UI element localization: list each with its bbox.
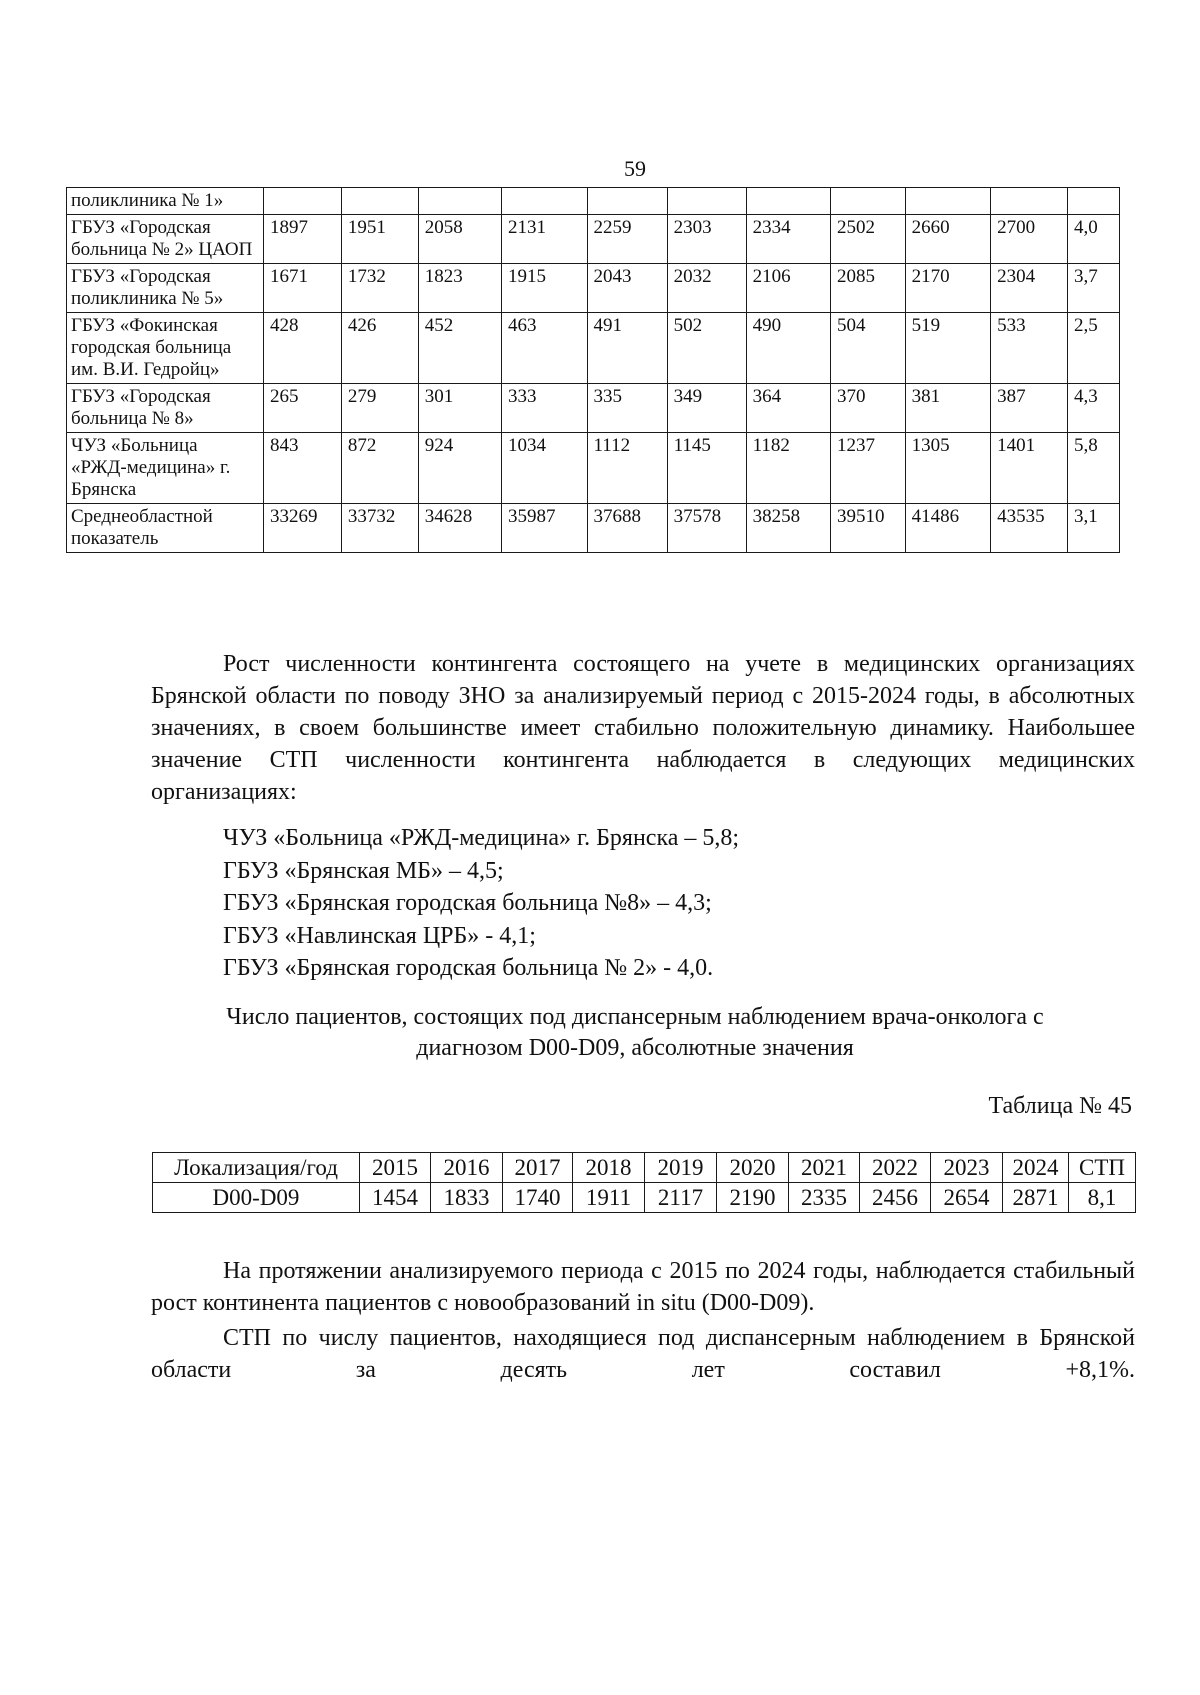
table-caption [60, 1002, 1200, 1064]
value-cell: 1732 [341, 264, 418, 313]
org-name-cell: ГБУЗ «Фокинская городская больница им. В.И. Гедройц» [67, 313, 264, 384]
stp-cell: 3,7 [1067, 264, 1119, 313]
list-item: ГБУЗ «Навлинская ЦРБ» - 4,1; [223, 922, 536, 949]
value-cell [991, 188, 1068, 215]
value-cell: 2190 [717, 1183, 789, 1213]
header-cell: 2015 [360, 1153, 431, 1183]
value-cell: 279 [341, 384, 418, 433]
value-cell [263, 188, 341, 215]
value-cell: 2058 [418, 215, 501, 264]
value-cell: 463 [502, 313, 587, 384]
value-cell [418, 188, 501, 215]
value-cell: 1823 [418, 264, 501, 313]
value-cell: 301 [418, 384, 501, 433]
table-row [67, 433, 1120, 504]
value-cell: 333 [502, 384, 587, 433]
table-header-row [153, 1153, 1136, 1183]
value-cell: 33732 [341, 504, 418, 553]
org-name-cell: поликлиника № 1» [67, 188, 264, 215]
value-cell: 2871 [1003, 1183, 1069, 1213]
table-row [67, 188, 1120, 215]
value-cell: 1145 [667, 433, 746, 504]
value-cell: 1182 [746, 433, 830, 504]
stp-cell: 8,1 [1069, 1183, 1136, 1213]
value-cell: 38258 [746, 504, 830, 553]
header-cell: Локализация/год [153, 1153, 360, 1183]
value-cell [905, 188, 990, 215]
value-cell: 1454 [360, 1183, 431, 1213]
value-cell: 370 [830, 384, 905, 433]
header-cell: 2020 [717, 1153, 789, 1183]
insitu-growth-paragraph: На протяжении анализируемого периода с 2015 по 2024 годы, наблюдается стабильный рост континента пациентов с новообразований in situ (D00-D09). [151, 1258, 1135, 1316]
value-cell: 43535 [991, 504, 1068, 553]
value-cell: 2654 [931, 1183, 1003, 1213]
org-name-cell: Среднеобластной показатель [67, 504, 264, 553]
value-cell: 33269 [263, 504, 341, 553]
value-cell: 533 [991, 313, 1068, 384]
value-cell: 1897 [263, 215, 341, 264]
list-item: ГБУЗ «Брянская МБ» – 4,5; [223, 857, 504, 884]
d00-d09-table [152, 1152, 1136, 1213]
value-cell: 2117 [645, 1183, 717, 1213]
value-cell: 1237 [830, 433, 905, 504]
table-row [153, 1183, 1136, 1213]
header-cell: СТП [1069, 1153, 1136, 1183]
value-cell: 2259 [587, 215, 667, 264]
value-cell: 2334 [746, 215, 830, 264]
value-cell: 349 [667, 384, 746, 433]
value-cell: 519 [905, 313, 990, 384]
value-cell: 1951 [341, 215, 418, 264]
value-cell [502, 188, 587, 215]
value-cell: 426 [341, 313, 418, 384]
stp-cell: 5,8 [1067, 433, 1119, 504]
caption-line: диагнозом D00-D09, абсолютные значения [416, 1035, 854, 1061]
value-cell: 843 [263, 433, 341, 504]
value-cell: 1401 [991, 433, 1068, 504]
value-cell: 2502 [830, 215, 905, 264]
value-cell: 39510 [830, 504, 905, 553]
value-cell: 1034 [502, 433, 587, 504]
header-cell: 2017 [503, 1153, 573, 1183]
org-name-cell: ЧУЗ «Больница «РЖД-медицина» г. Брянска [67, 433, 264, 504]
value-cell: 428 [263, 313, 341, 384]
localization-cell: D00-D09 [153, 1183, 360, 1213]
header-cell: 2023 [931, 1153, 1003, 1183]
value-cell: 1671 [263, 264, 341, 313]
table-row [67, 215, 1120, 264]
org-name-cell: ГБУЗ «Городская больница № 2» ЦАОП [67, 215, 264, 264]
value-cell: 2085 [830, 264, 905, 313]
value-cell: 504 [830, 313, 905, 384]
value-cell: 1833 [431, 1183, 503, 1213]
org-name-cell: ГБУЗ «Городская поликлиника № 5» [67, 264, 264, 313]
value-cell: 2043 [587, 264, 667, 313]
header-cell: 2019 [645, 1153, 717, 1183]
value-cell: 452 [418, 313, 501, 384]
header-cell: 2021 [789, 1153, 860, 1183]
value-cell: 387 [991, 384, 1068, 433]
table-row [67, 504, 1120, 553]
stp-cell: 4,0 [1067, 215, 1119, 264]
table-row [67, 313, 1120, 384]
value-cell: 381 [905, 384, 990, 433]
list-item: ГБУЗ «Брянская городская больница №8» – 4,3; [223, 890, 712, 916]
value-cell: 364 [746, 384, 830, 433]
value-cell [587, 188, 667, 215]
value-cell: 2304 [991, 264, 1068, 313]
org-name-cell: ГБУЗ «Городская больница № 8» [67, 384, 264, 433]
list-item: ГБУЗ «Брянская городская больница № 2» - 4,0. [223, 955, 714, 981]
table-number-label: Таблица № 45 [988, 1093, 1132, 1119]
value-cell: 872 [341, 433, 418, 504]
page-number: 59 [624, 156, 646, 181]
value-cell: 502 [667, 313, 746, 384]
stp-cell: 3,1 [1067, 504, 1119, 553]
value-cell: 41486 [905, 504, 990, 553]
value-cell: 2456 [860, 1183, 931, 1213]
value-cell [746, 188, 830, 215]
value-cell: 1305 [905, 433, 990, 504]
value-cell: 491 [587, 313, 667, 384]
value-cell: 335 [587, 384, 667, 433]
value-cell: 2131 [502, 215, 587, 264]
contingent-growth-paragraph: Рост численности контингента состоящего на учете в медицинских организациях Брянской области по поводу ЗНО за анализируемый период с 2015-2024 годы, в абсолютных значениях, в своем большинстве имеет стабильно положительную динамику. Наибольшее значение СТП численности контингента наблюдается в следующих медицинских организациях: [151, 651, 1135, 805]
value-cell [341, 188, 418, 215]
value-cell: 37578 [667, 504, 746, 553]
header-cell: 2018 [573, 1153, 645, 1183]
caption-line: Число пациентов, состоящих под диспансерным наблюдением врача-онколога с [226, 1004, 1044, 1030]
table-row [67, 384, 1120, 433]
value-cell: 1915 [502, 264, 587, 313]
value-cell: 35987 [502, 504, 587, 553]
value-cell: 1911 [573, 1183, 645, 1213]
table-row [67, 264, 1120, 313]
value-cell: 1112 [587, 433, 667, 504]
value-cell: 2660 [905, 215, 990, 264]
stp-summary-paragraph: СТП по числу пациентов, находящиеся под диспансерным наблюдением в Брянской области за десять лет составил +8,1%. [151, 1325, 1135, 1383]
top-stp-list [223, 822, 739, 985]
value-cell: 1740 [503, 1183, 573, 1213]
value-cell: 2032 [667, 264, 746, 313]
header-cell: 2024 [1003, 1153, 1069, 1183]
value-cell: 924 [418, 433, 501, 504]
value-cell: 37688 [587, 504, 667, 553]
value-cell: 265 [263, 384, 341, 433]
value-cell: 2170 [905, 264, 990, 313]
value-cell: 2303 [667, 215, 746, 264]
stp-cell: 4,3 [1067, 384, 1119, 433]
value-cell: 2106 [746, 264, 830, 313]
value-cell [830, 188, 905, 215]
value-cell: 490 [746, 313, 830, 384]
value-cell: 2335 [789, 1183, 860, 1213]
header-cell: 2022 [860, 1153, 931, 1183]
list-item: ЧУЗ «Больница «РЖД-медицина» г. Брянска – 5,8; [223, 825, 740, 851]
value-cell: 2700 [991, 215, 1068, 264]
stp-cell: 2,5 [1067, 313, 1119, 384]
contingent-table [66, 187, 1120, 553]
value-cell [667, 188, 746, 215]
value-cell: 34628 [418, 504, 501, 553]
header-cell: 2016 [431, 1153, 503, 1183]
stp-cell [1067, 188, 1119, 215]
